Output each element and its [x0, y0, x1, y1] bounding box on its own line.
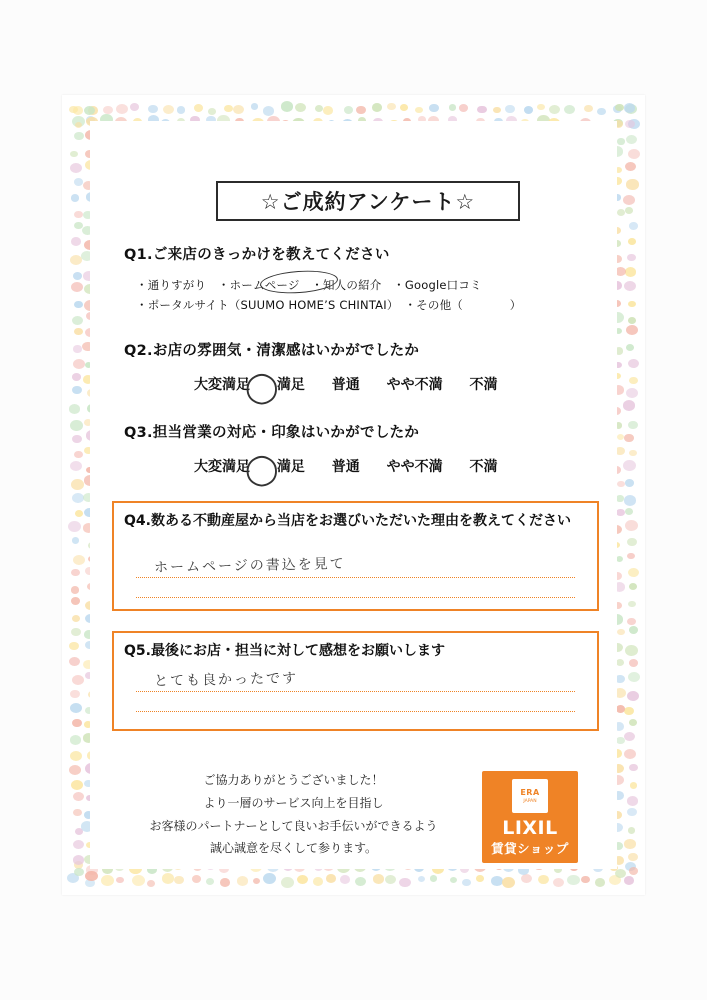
question-q4-answer: ホームページの書込を見て	[153, 555, 346, 577]
question-q1-options-line2: ・ポータルサイト（SUUMO HOME’S CHINTAI） ・その他（ ）	[136, 298, 522, 312]
q3-scale-3: やや不満	[386, 459, 443, 475]
question-q3-label: Q3.担当営業の対応・印象はいかがでしたか	[124, 425, 420, 441]
q2-scale-3: やや不満	[386, 377, 443, 393]
era-badge-icon	[512, 779, 548, 813]
survey-sheet	[62, 95, 645, 895]
era-label: ERA	[520, 787, 540, 797]
q3-scale-2: 普通	[331, 459, 360, 475]
question-q5-answer: とても良かったです	[153, 670, 299, 690]
question-q1-label: Q1.ご来店のきっかけを教えてください	[124, 247, 390, 263]
q2-scale-1: 満足	[276, 377, 305, 393]
question-q1-options-line1: ・通りすがり ・ホームページ ・知人の紹介 ・Google口コミ	[136, 278, 482, 292]
q3-scale-0: 大変満足	[194, 459, 250, 475]
lixil-brand-label: LIXIL	[502, 817, 558, 839]
q3-handwritten-mark: ◯	[245, 452, 279, 487]
footer-line-1: ご協力ありがとうございました！	[203, 773, 384, 787]
question-q2-label: Q2.お店の雰囲気・清潔感はいかがでしたか	[124, 343, 420, 359]
question-q5-label: Q5.最後にお店・担当に対して感想をお願いします	[124, 643, 445, 659]
shop-label: 賃貸ショップ	[491, 841, 569, 856]
q2-scale-4: 不満	[469, 377, 498, 393]
q2-scale-2: 普通	[331, 377, 360, 393]
q2-handwritten-mark: ◯	[245, 370, 279, 405]
question-q3-scale	[194, 456, 498, 476]
lixil-logo	[482, 771, 578, 863]
era-sub-label: JAPAN	[523, 798, 537, 804]
q3-scale-1: 満足	[276, 459, 305, 475]
q2-scale-0: 大変満足	[194, 377, 250, 393]
footer-line-2: より一層のサービス向上を目指し	[203, 795, 384, 810]
question-q2-scale	[194, 374, 498, 394]
q3-scale-4: 不満	[469, 459, 498, 475]
page-title: ☆ご成約アンケート☆	[260, 190, 476, 214]
question-q4-label: Q4.数ある不動産屋から当店をお選びいただいた理由を教えてください	[124, 513, 571, 529]
question-q4-box	[112, 501, 599, 611]
sheet-inner	[90, 121, 617, 869]
footer-line-4: 誠心誠意を尽くして参ります。	[209, 841, 378, 856]
footer-line-3: お客様のパートナーとして良いお手伝いができるよう	[149, 818, 438, 833]
footer-text	[30, 769, 557, 860]
question-q5-box	[112, 631, 599, 731]
page-title-box	[216, 181, 520, 221]
